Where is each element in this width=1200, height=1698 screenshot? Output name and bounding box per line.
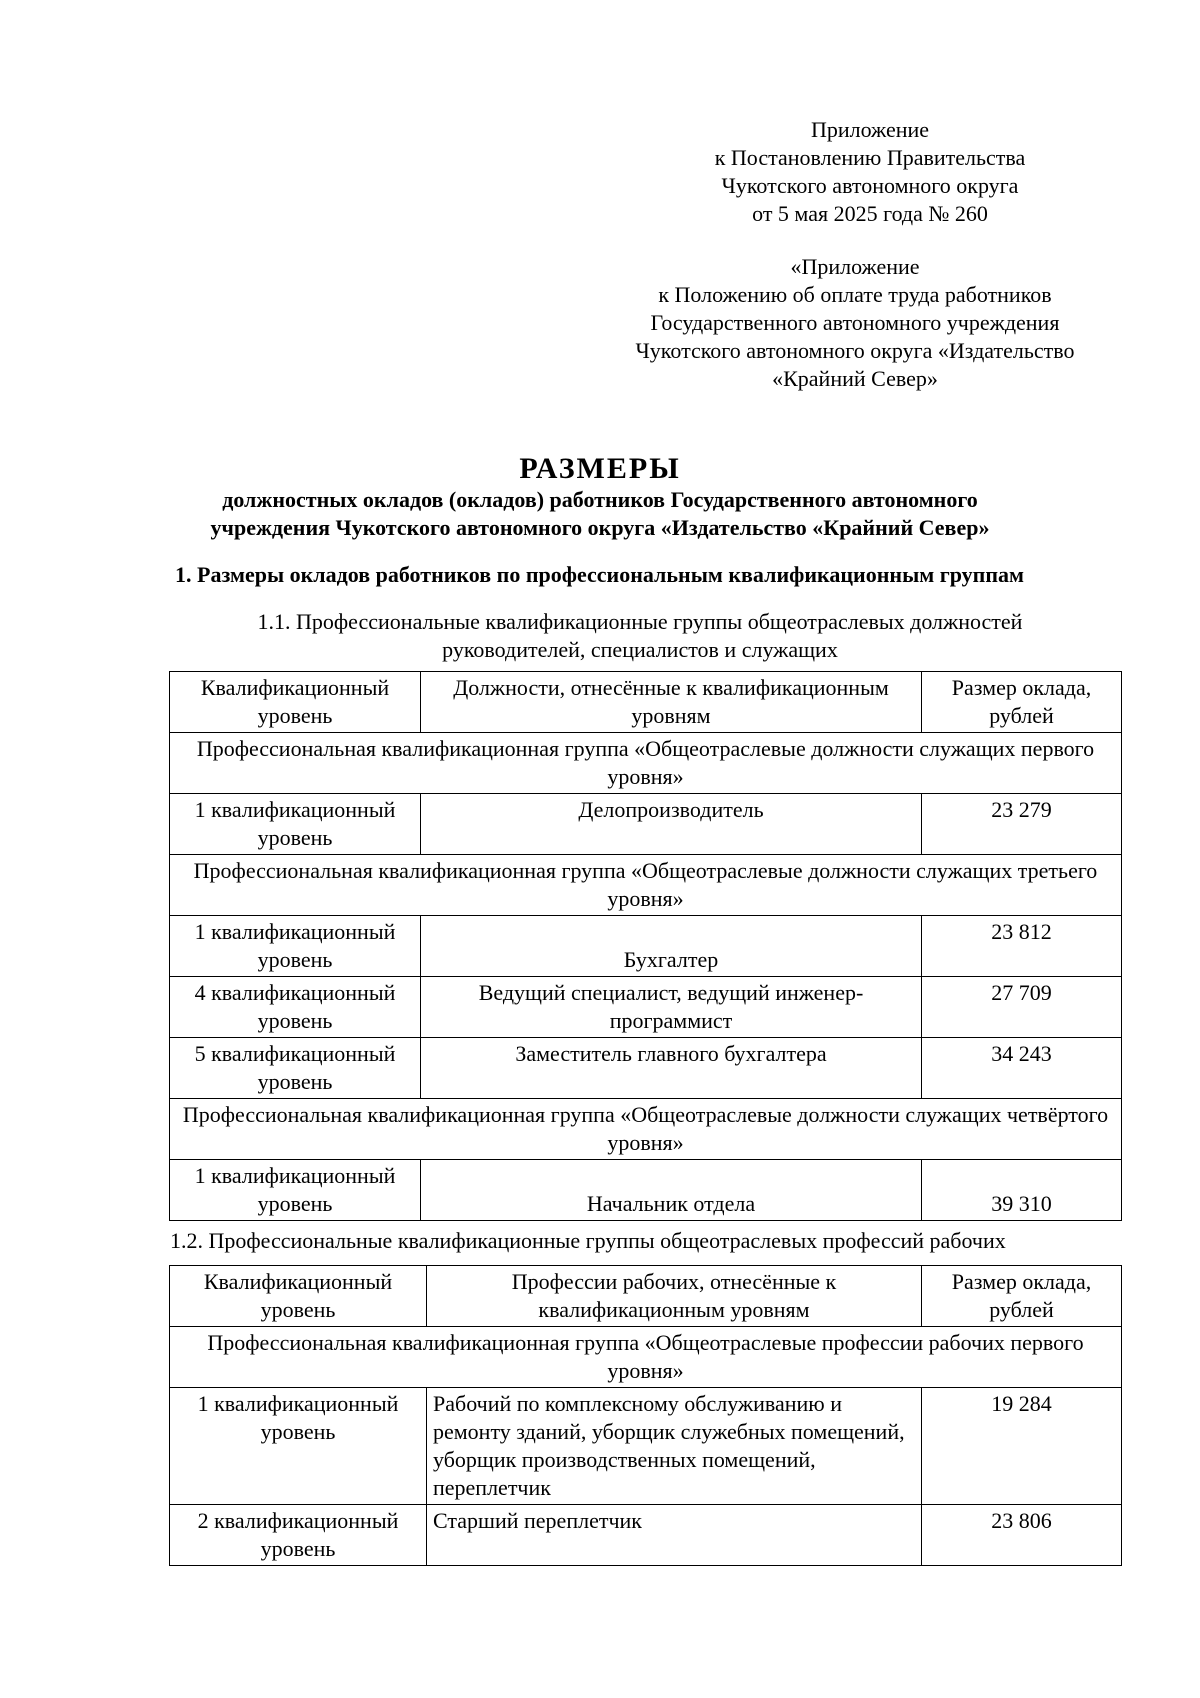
approval-line: Чукотского автономного округа: [721, 173, 1019, 198]
header-cell: Профессии рабочих, отнесённые к квалификационным уровням: [427, 1266, 922, 1327]
salary-cell: 19 284: [922, 1388, 1122, 1505]
position-cell: Заместитель главного бухгалтера: [421, 1038, 922, 1099]
salary-cell: 34 243: [922, 1038, 1122, 1099]
appendix-line: к Положению об оплате труда работников: [658, 282, 1052, 307]
group-cell: Профессиональная квалификационная группа «Общеотраслевые профессии рабочих первого уровня»: [170, 1327, 1122, 1388]
level-cell: 1 квалификационный уровень: [170, 916, 421, 977]
header-cell: Размер оклада, рублей: [922, 672, 1122, 733]
position-cell: Старший переплетчик: [427, 1505, 922, 1566]
appendix-line: Чукотского автономного округа «Издательство: [635, 338, 1075, 363]
table-header-row: [170, 1266, 1122, 1327]
salary-cell: 23 279: [922, 794, 1122, 855]
subsection-heading: 1.2. Профессиональные квалификационные группы общеотраслевых профессий рабочих: [170, 1228, 1006, 1253]
level-cell: 4 квалификационный уровень: [170, 977, 421, 1038]
approval-line: к Постановлению Правительства: [714, 145, 1026, 170]
level-cell: 1 квалификационный уровень: [170, 1160, 421, 1221]
document-subtitle: [0, 486, 1200, 542]
salary-cell: 23 812: [922, 916, 1122, 977]
approval-block: [600, 116, 1140, 228]
appendix-reference-block: [560, 253, 1150, 393]
level-cell: 1 квалификационный уровень: [170, 794, 421, 855]
group-row: [170, 733, 1122, 794]
table-row: [170, 1388, 1122, 1505]
level-cell: 2 квалификационный уровень: [170, 1505, 427, 1566]
subsection-heading: [140, 608, 1140, 664]
subtitle-line: учреждения Чукотского автономного округа «Издательство «Крайний Север»: [210, 515, 990, 540]
salary-cell: 39 310: [922, 1160, 1122, 1221]
document-title: РАЗМЕРЫ: [519, 452, 681, 485]
appendix-line: «Крайний Север»: [772, 366, 938, 391]
table-row: [170, 1160, 1122, 1221]
header-cell: Должности, отнесённые к квалификационным уровням: [421, 672, 922, 733]
position-cell: Бухгалтер: [421, 916, 922, 977]
header-cell: Квалификационный уровень: [170, 672, 421, 733]
table-row: [170, 794, 1122, 855]
table-row: [170, 1038, 1122, 1099]
group-row: [170, 855, 1122, 916]
subsection-line: 1.1. Профессиональные квалификационные группы общеотраслевых должностей: [257, 609, 1023, 634]
position-cell: Ведущий специалист, ведущий инженер-программист: [421, 977, 922, 1038]
group-cell: Профессиональная квалификационная группа «Общеотраслевые должности служащих первого уровня»: [170, 733, 1122, 794]
subsection-line: руководителей, специалистов и служащих: [442, 637, 838, 662]
appendix-line: «Приложение: [790, 254, 920, 279]
level-cell: 1 квалификационный уровень: [170, 1388, 427, 1505]
approval-line: от 5 мая 2025 года № 260: [752, 201, 988, 226]
position-cell: Делопроизводитель: [421, 794, 922, 855]
group-cell: Профессиональная квалификационная группа «Общеотраслевые должности служащих третьего уровня»: [170, 855, 1122, 916]
salary-cell: 23 806: [922, 1505, 1122, 1566]
table-header-row: [170, 672, 1122, 733]
table-row: [170, 1505, 1122, 1566]
header-cell: Квалификационный уровень: [170, 1266, 427, 1327]
appendix-line: Государственного автономного учреждения: [650, 310, 1060, 335]
subtitle-line: должностных окладов (окладов) работников Государственного автономного: [222, 487, 978, 512]
group-row: [170, 1327, 1122, 1388]
salary-table-positions: [169, 671, 1122, 1221]
group-row: [170, 1099, 1122, 1160]
group-cell: Профессиональная квалификационная группа «Общеотраслевые должности служащих четвёртого уровня»: [170, 1099, 1122, 1160]
header-cell: Размер оклада, рублей: [922, 1266, 1122, 1327]
table-row: [170, 977, 1122, 1038]
level-cell: 5 квалификационный уровень: [170, 1038, 421, 1099]
table-row: [170, 916, 1122, 977]
salary-table-workers: [169, 1265, 1122, 1566]
approval-line: Приложение: [810, 117, 930, 142]
salary-cell: 27 709: [922, 977, 1122, 1038]
position-cell: Начальник отдела: [421, 1160, 922, 1221]
section-heading: 1. Размеры окладов работников по профессиональным квалификационным группам: [175, 562, 1025, 587]
position-cell: Рабочий по комплексному обслуживанию и ремонту зданий, уборщик служебных помещений, уборщик производственных помещений, переплетчик: [427, 1388, 922, 1505]
